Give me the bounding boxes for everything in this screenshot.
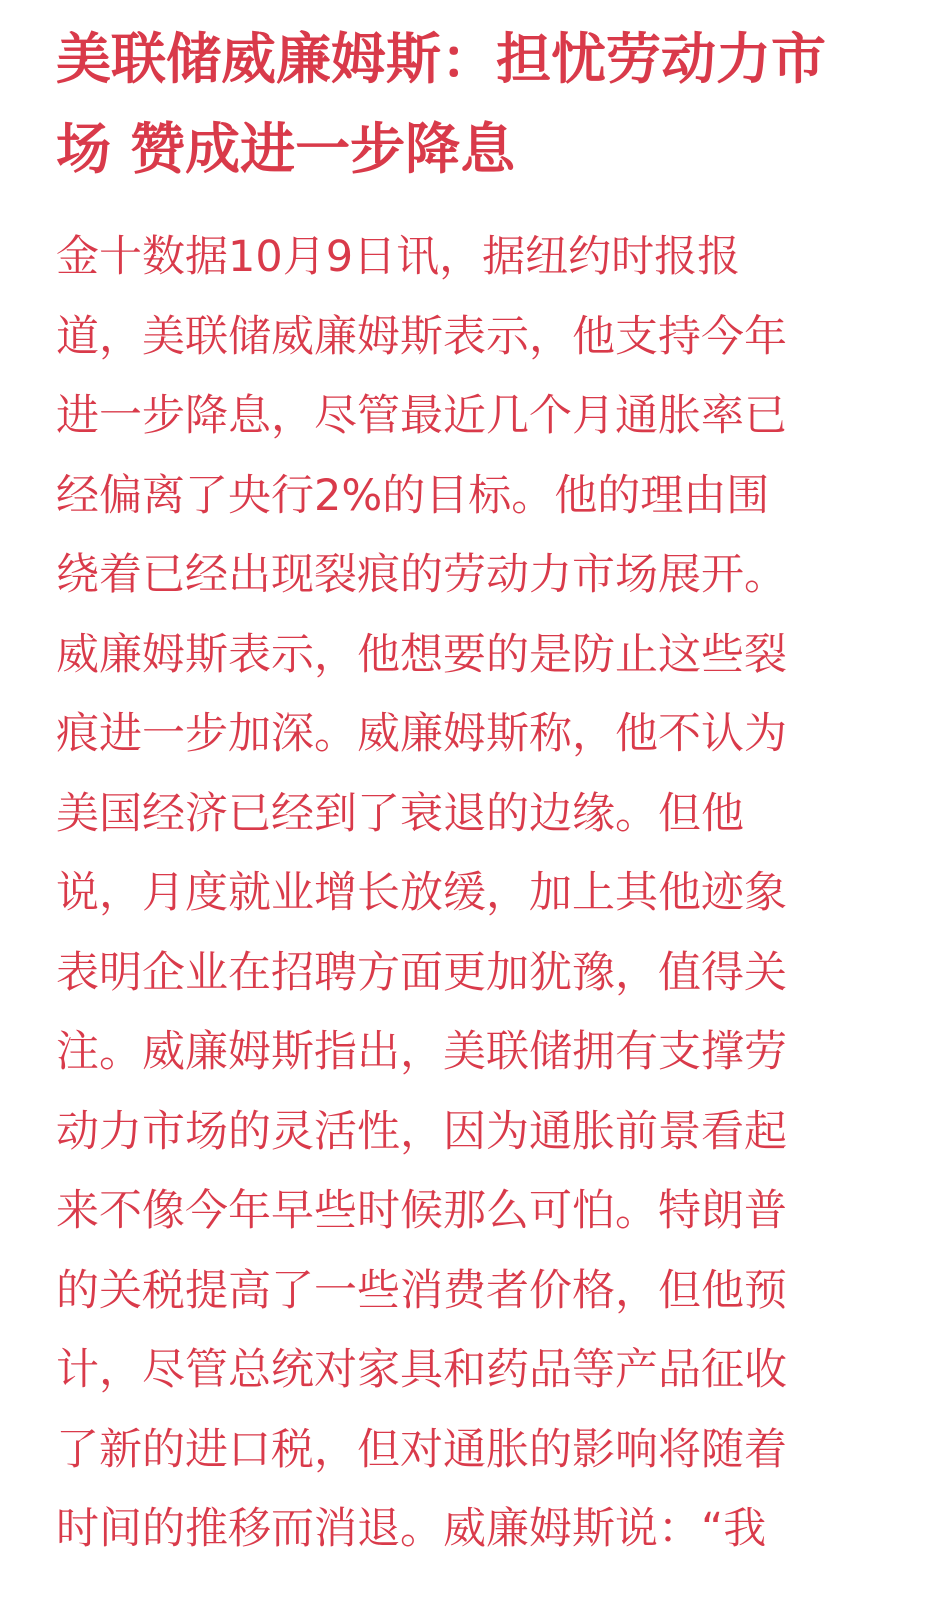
article	[56, 14, 856, 1570]
body-line: 计，尽管总统对家具和药品等产品征收	[56, 1345, 787, 1395]
body-line: 痕进一步加深。威廉姆斯称，他不认为	[56, 709, 787, 759]
article-body	[56, 218, 856, 1570]
headline-line: 美联储威廉姆斯：担忧劳动力市	[56, 26, 827, 91]
body-line: 来不像今年早些时候那么可怕。特朗普	[56, 1186, 787, 1236]
body-line: 表明企业在招聘方面更加犹豫，值得关	[56, 947, 787, 998]
body-line: 美国经济已经到了衰退的边缘。但他	[56, 788, 744, 839]
body-line: 经偏离了央行2%的目标。他的理由围	[56, 470, 770, 521]
body-line: 金十数据10月9日讯，据纽约时报报	[56, 232, 741, 282]
body-line: 说，月度就业增长放缓，加上其他迹象	[56, 868, 787, 918]
body-line: 绕着已经出现裂痕的劳动力市场展开。	[56, 550, 787, 600]
body-line: 的关税提高了一些消费者价格，但他预	[56, 1265, 787, 1316]
body-line: 威廉姆斯表示，他想要的是防止这些裂	[56, 629, 787, 680]
body-line: 道，美联储威廉姆斯表示，他支持今年	[56, 311, 787, 362]
body-line: 时间的推移而消退。威廉姆斯说：“我	[56, 1504, 767, 1554]
body-line: 动力市场的灵活性，因为通胀前景看起	[56, 1106, 787, 1157]
headline-line: 场 赞成进一步降息	[56, 116, 516, 181]
article-headline	[56, 14, 856, 194]
body-line: 进一步降息，尽管最近几个月通胀率已	[56, 391, 787, 441]
body-line: 了新的进口税，但对通胀的影响将随着	[56, 1424, 787, 1475]
body-line: 注。威廉姆斯指出，美联储拥有支撑劳	[56, 1027, 787, 1077]
